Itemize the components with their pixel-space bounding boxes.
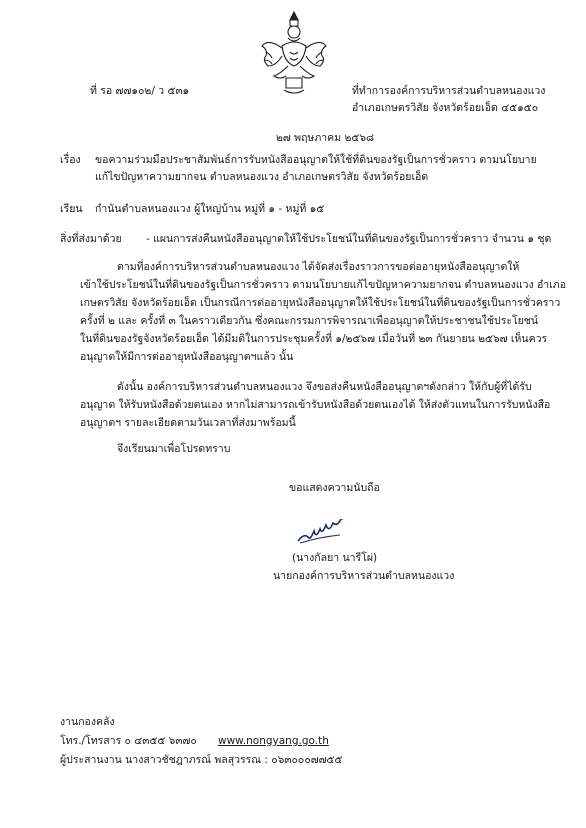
garuda-emblem-icon bbox=[260, 8, 328, 98]
signatory-name: (นางกัลยา นารีโผ่) bbox=[292, 552, 378, 564]
paragraph-line: เกษตรวิสัย จังหวัดร้อยเอ็ด เป็นกรณีการต่ออายุหนังสืออนุญาตให้ใช้ประโยชน์ในที่ดินของรัฐเป็นการชั่วคราว bbox=[80, 297, 561, 309]
document-number: ที่ รอ ๗๗๑๐๒/ ว ๕๓๑ bbox=[90, 85, 190, 97]
paragraph-line: อนุญาตฯ รายละเอียดตามวันเวลาที่ส่งมาพร้อมนี้ bbox=[80, 417, 296, 429]
footer-phone: โทร./โทรสาร ๐ ๔๓๕๕ ๖๓๗๐ bbox=[60, 735, 197, 747]
regards-text: ขอแสดงความนับถือ bbox=[289, 482, 380, 494]
signatory-position: นายกองค์การบริหารส่วนตำบลหนองแวง bbox=[273, 570, 455, 582]
paragraph-line: อนุญาตให้มีการต่ออายุหนังสืออนุญาตฯแล้ว นั้น bbox=[80, 351, 294, 363]
paragraph-line: อนุญาต ให้รับหนังสือด้วยตนเอง หากไม่สามารถเข้ารับหนังสือด้วยตนเองได้ ให้ส่งตัวแทนในการรับหนังสือ bbox=[80, 399, 551, 411]
paragraph-line: ครั้งที่ ๒ และ ครั้งที่ ๓ ในคราวเดียวกัน ซึ่งคณะกรรมการพิจารณาเพื่ออนุญาตให้ประชาชนใช้ประโยชน์ bbox=[80, 315, 539, 327]
paragraph-line: ในที่ดินของรัฐจังหวัดร้อยเอ็ด ได้มีมติในการประชุมครั้งที่ ๑/๒๕๖๗ เมื่อวันที่ ๒๓ กันยายน ๒๕๖๗ เห็นควร bbox=[80, 333, 548, 345]
paragraph-line: ตามที่องค์การบริหารส่วนตำบลหนองแวง ได้จัดส่งเรื่องราวการขอต่ออายุหนังสืออนุญาตให้ bbox=[117, 261, 520, 273]
paragraph-line: ดังนั้น องค์การบริหารส่วนตำบลหนองแวง จึงขอส่งคืนหนังสืออนุญาตฯดังกล่าว ให้กับผู้ที่ได้รับ bbox=[117, 381, 532, 393]
organization-name: ที่ทำการองค์การบริหารส่วนตำบลหนองแวง bbox=[352, 85, 546, 97]
subject-line-1: ขอความร่วมมือประชาสัมพันธ์การรับหนังสืออนุญาตให้ใช้ที่ดินของรัฐเป็นการชั่วคราว ตามนโยบาย bbox=[95, 154, 537, 166]
organization-address: อำเภอเกษตรวิสัย จังหวัดร้อยเอ็ด ๔๕๑๕๐ bbox=[352, 102, 539, 114]
footer-coordinator: ผู้ประสานงาน นางสาวชัชฎาภรณ์ พลสุวรรณ : ๐๖๓๐๐๐๗๗๕๕ bbox=[60, 754, 343, 766]
enclosure-label: สิ่งที่ส่งมาด้วย bbox=[60, 233, 122, 245]
salutation-recipients: กำนันตำบลหนองแวง ผู้ใหญ่บ้าน หมู่ที่ ๑ - หมู่ที่ ๑๕ bbox=[95, 203, 325, 215]
paragraph-line: เข้าใช้ประโยชน์ในที่ดินของรัฐเป็นการชั่วคราว ตามนโยบายแก้ไขปัญหาความยากจน ตำบลหนองแวง อำเภอ bbox=[80, 279, 566, 291]
salutation-label: เรียน bbox=[60, 203, 83, 215]
website-link[interactable]: www.nongyang.go.th bbox=[218, 735, 329, 747]
document-date: ๒๗ พฤษภาคม ๒๕๖๘ bbox=[276, 132, 375, 144]
enclosure-text: - แผนการส่งคืนหนังสืออนุญาตให้ใช้ประโยชน์ในที่ดินของรัฐเป็นการชั่วคราว จำนวน ๑ ชุด bbox=[146, 233, 552, 245]
signature-image bbox=[296, 519, 366, 545]
closing-line: จึงเรียนมาเพื่อโปรดทราบ bbox=[117, 443, 231, 455]
subject-line-2: แก้ไขปัญหาความยากจน ตำบลหนองแวง อำเภอเกษตรวิสัย จังหวัดร้อยเอ็ด bbox=[95, 171, 429, 183]
subject-label: เรื่อง bbox=[60, 154, 81, 166]
footer-department: งานกองคลัง bbox=[60, 716, 115, 728]
